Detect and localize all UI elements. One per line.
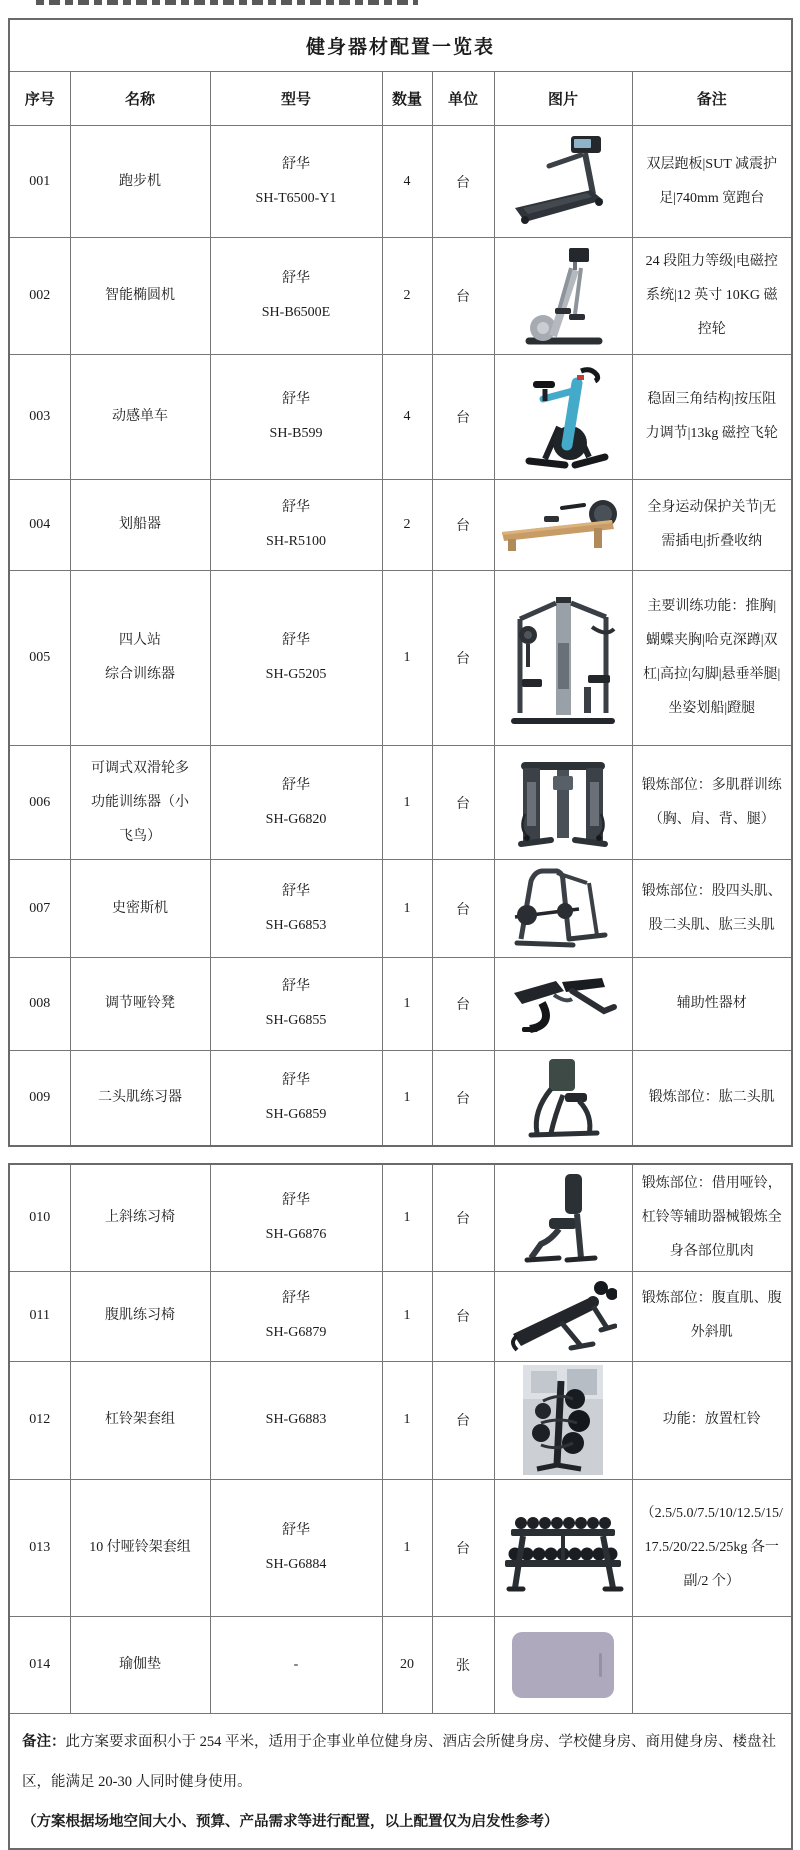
model-line: 舒华 (282, 156, 310, 172)
cell-remark: 稳固三角结构|按压阻力调节|13kg 磁控飞轮 (632, 355, 792, 480)
barbell-rack-photo (496, 1365, 631, 1475)
cell-name (70, 1271, 210, 1361)
model-line: SH-G6855 (265, 1013, 327, 1028)
name-line: 杠铃架套组 (105, 1412, 175, 1427)
cell-model (210, 1361, 382, 1479)
model-line: SH-R5100 (266, 534, 326, 549)
name-line: 综合训练器 (105, 667, 175, 682)
cell-unit: 台 (432, 958, 494, 1051)
biceps-trainer-photo (496, 1055, 631, 1141)
cell-unit: 台 (432, 571, 494, 746)
name-line: 上斜练习椅 (105, 1209, 175, 1225)
cell-remark: 功能：放置杠铃 (632, 1361, 792, 1479)
cell-unit: 台 (432, 1361, 494, 1479)
cell-quantity: 4 (382, 126, 432, 238)
cell-name (70, 1051, 210, 1146)
cell-photo (494, 480, 632, 571)
cell-model (210, 1271, 382, 1361)
model-line: SH-G6820 (265, 811, 327, 827)
cell-remark: 锻炼部位：腹直肌、腹外斜肌 (632, 1271, 792, 1361)
model-line: 舒华 (282, 1192, 310, 1208)
model-line: SH-G6879 (265, 1325, 327, 1340)
notes-paragraph-2: （方案根据场地空间大小、预算、产品需求等进行配置，以上配置仅为启发性参考） (22, 1813, 559, 1830)
name-line: 划船器 (119, 517, 161, 532)
cell-model (210, 355, 382, 480)
cell-remark: 锻炼部位：股四头肌、股二头肌、肱三头肌 (632, 860, 792, 958)
cell-unit: 张 (432, 1616, 494, 1713)
equipment-row-010 (9, 1164, 792, 1272)
adjustable-bench-photo (496, 969, 631, 1039)
cell-quantity: 1 (382, 860, 432, 958)
cell-photo (494, 1361, 632, 1479)
name-line: 二头肌练习器 (98, 1089, 182, 1105)
equipment-row-009 (9, 1051, 792, 1146)
cell-unit: 台 (432, 1051, 494, 1146)
col-header-model: 型号 (210, 72, 382, 126)
cell-serial: 004 (9, 480, 70, 571)
notes-cell (9, 1713, 792, 1849)
equipment-row-005 (9, 571, 792, 746)
clipped-text-remnant (36, 0, 418, 5)
cell-serial: 013 (9, 1479, 70, 1616)
equipment-table-part2 (8, 1163, 793, 1850)
name-line: 腹肌练习椅 (105, 1308, 175, 1323)
cell-serial: 009 (9, 1051, 70, 1146)
cell-remark: 锻炼部位：借用哑铃，杠铃等辅助器械锻炼全身各部位肌肉 (632, 1164, 792, 1272)
model-line: 舒华 (282, 1072, 310, 1088)
cell-unit: 台 (432, 860, 494, 958)
col-header-photo: 图片 (494, 72, 632, 126)
cell-name (70, 860, 210, 958)
equipment-row-003 (9, 355, 792, 480)
title-row (9, 19, 792, 72)
name-line: 四人站 (119, 633, 161, 648)
dumbbell-rack-photo (496, 1502, 631, 1594)
cell-remark: 锻炼部位：多肌群训练（胸、肩、背、腿） (632, 746, 792, 860)
name-line: 史密斯机 (112, 900, 168, 916)
cell-unit: 台 (432, 1479, 494, 1616)
ab-bench-photo (496, 1276, 631, 1356)
model-line: SH-B599 (269, 426, 323, 441)
cell-photo (494, 1271, 632, 1361)
cell-photo (494, 1479, 632, 1616)
model-line: 舒华 (282, 500, 310, 515)
col-header-serial: 序号 (9, 72, 70, 126)
multistation-photo (496, 583, 631, 733)
cell-quantity: 2 (382, 480, 432, 571)
table-section-gap (0, 1147, 800, 1163)
equipment-row-002 (9, 238, 792, 355)
notes-label: 备注： (22, 1733, 66, 1750)
cell-photo (494, 238, 632, 355)
equipment-row-014 (9, 1616, 792, 1713)
model-line: 舒华 (282, 883, 310, 899)
column-header-row (9, 72, 792, 126)
rower-photo (496, 494, 631, 556)
cell-photo (494, 571, 632, 746)
cell-quantity: 1 (382, 746, 432, 860)
equipment-row-001 (9, 126, 792, 238)
cell-photo (494, 126, 632, 238)
cell-unit: 台 (432, 480, 494, 571)
cell-model (210, 126, 382, 238)
model-line: - (293, 1656, 299, 1672)
cell-model (210, 1164, 382, 1272)
equipment-row-007 (9, 860, 792, 958)
cell-remark: 辅助性器材 (632, 958, 792, 1051)
col-header-qty: 数量 (382, 72, 432, 126)
name-line: 调节哑铃凳 (105, 996, 175, 1011)
cell-serial: 014 (9, 1616, 70, 1713)
cell-quantity: 2 (382, 238, 432, 355)
cell-model (210, 746, 382, 860)
page-title: 健身器材配置一览表 (9, 19, 792, 72)
cell-model (210, 860, 382, 958)
notes-text-1: 此方案要求面积小于 254 平米，适用于企事业单位健身房、酒店会所健身房、学校健身房、商用健身房、楼盘社区，能满足 20-30 人同时健身使用。 (22, 1733, 776, 1790)
model-line: SH-B6500E (261, 305, 331, 320)
cell-serial: 005 (9, 571, 70, 746)
model-line: 舒华 (282, 633, 310, 648)
cell-photo (494, 1616, 632, 1713)
cell-name (70, 355, 210, 480)
cell-serial: 008 (9, 958, 70, 1051)
cell-name (70, 571, 210, 746)
cell-serial: 012 (9, 1361, 70, 1479)
name-line: 可调式双滑轮多功能训练器（小飞鸟） (91, 760, 189, 844)
cell-serial: 011 (9, 1271, 70, 1361)
name-line: 瑜伽垫 (119, 1656, 161, 1672)
model-line: 舒华 (282, 777, 310, 793)
equipment-table-part1 (8, 18, 793, 1147)
cell-quantity: 20 (382, 1616, 432, 1713)
cell-remark (632, 1616, 792, 1713)
name-line: 动感单车 (112, 409, 168, 424)
treadmill-photo (496, 134, 631, 230)
cell-model (210, 571, 382, 746)
cell-quantity: 1 (382, 1271, 432, 1361)
model-line: SH-G6859 (265, 1106, 327, 1122)
cell-photo (494, 355, 632, 480)
equipment-row-004 (9, 480, 792, 571)
cell-remark: 24 段阻力等级|电磁控系统|12 英寸 10KG 磁控轮 (632, 238, 792, 355)
cell-name (70, 480, 210, 571)
cell-photo (494, 958, 632, 1051)
cell-unit: 台 (432, 126, 494, 238)
name-line: 跑步机 (119, 173, 161, 189)
equipment-row-012 (9, 1361, 792, 1479)
cell-model (210, 1051, 382, 1146)
cell-unit: 台 (432, 1271, 494, 1361)
col-header-name: 名称 (70, 72, 210, 126)
cell-serial: 001 (9, 126, 70, 238)
model-line: SH-G6853 (265, 917, 327, 933)
model-line: SH-G6876 (265, 1226, 327, 1242)
model-line: 舒华 (282, 392, 310, 407)
spinbike-photo (496, 361, 631, 473)
cell-name (70, 238, 210, 355)
cell-unit: 台 (432, 746, 494, 860)
name-line: 智能椭圆机 (105, 288, 175, 303)
notes-row (9, 1713, 792, 1849)
model-line: 舒华 (282, 271, 310, 286)
cell-unit: 台 (432, 355, 494, 480)
cell-unit: 台 (432, 1164, 494, 1272)
elliptical-photo (496, 244, 631, 348)
name-line: 10 付哑铃架套组 (89, 1539, 191, 1555)
cell-model (210, 480, 382, 571)
equipment-row-013 (9, 1479, 792, 1616)
cell-name (70, 958, 210, 1051)
col-header-unit: 单位 (432, 72, 494, 126)
cell-remark: （2.5/5.0/7.5/10/12.5/15/17.5/20/22.5/25kg 各一副/2 个） (632, 1479, 792, 1616)
cell-photo (494, 746, 632, 860)
equipment-row-006 (9, 746, 792, 860)
cell-name (70, 1479, 210, 1616)
cell-serial: 007 (9, 860, 70, 958)
cell-quantity: 1 (382, 1051, 432, 1146)
cell-name (70, 126, 210, 238)
cell-remark: 全身运动保护关节|无需插电|折叠收纳 (632, 480, 792, 571)
cell-serial: 006 (9, 746, 70, 860)
cell-remark: 锻炼部位：肱二头肌 (632, 1051, 792, 1146)
cell-name (70, 1361, 210, 1479)
cell-quantity: 4 (382, 355, 432, 480)
model-line: SH-G6884 (265, 1556, 327, 1572)
cell-name (70, 1616, 210, 1713)
cell-remark: 主要训练功能：推胸|蝴蝶夹胸|哈克深蹲|双杠|高拉|勾脚|悬垂举腿|坐姿划船|蹬腿 (632, 571, 792, 746)
cell-photo (494, 1164, 632, 1272)
model-line: 舒华 (282, 979, 310, 994)
cell-unit: 台 (432, 238, 494, 355)
col-header-remark: 备注 (632, 72, 792, 126)
cell-quantity: 1 (382, 1361, 432, 1479)
dual-pulley-photo (496, 752, 631, 854)
smith-machine-photo (496, 865, 631, 953)
cell-remark: 双层跑板|SUT 减震护足|740mm 宽跑台 (632, 126, 792, 238)
cell-serial: 002 (9, 238, 70, 355)
cell-quantity: 1 (382, 958, 432, 1051)
notes-paragraph-1 (22, 1722, 779, 1802)
cell-serial: 010 (9, 1164, 70, 1272)
cell-name (70, 1164, 210, 1272)
cell-photo (494, 860, 632, 958)
cell-model (210, 1616, 382, 1713)
model-line: SH-T6500-Y1 (255, 190, 337, 206)
cell-quantity: 1 (382, 571, 432, 746)
incline-chair-photo (496, 1170, 631, 1266)
model-line: 舒华 (282, 1522, 310, 1538)
equipment-row-011 (9, 1271, 792, 1361)
equipment-row-008 (9, 958, 792, 1051)
yoga-mat-photo (496, 1631, 631, 1699)
cell-name (70, 746, 210, 860)
model-line: 舒华 (282, 1291, 310, 1306)
cell-quantity: 1 (382, 1479, 432, 1616)
model-line: SH-G5205 (265, 667, 327, 682)
cell-serial: 003 (9, 355, 70, 480)
cell-model (210, 958, 382, 1051)
cell-quantity: 1 (382, 1164, 432, 1272)
model-line: SH-G6883 (265, 1412, 327, 1427)
cell-photo (494, 1051, 632, 1146)
cell-model (210, 238, 382, 355)
cell-model (210, 1479, 382, 1616)
